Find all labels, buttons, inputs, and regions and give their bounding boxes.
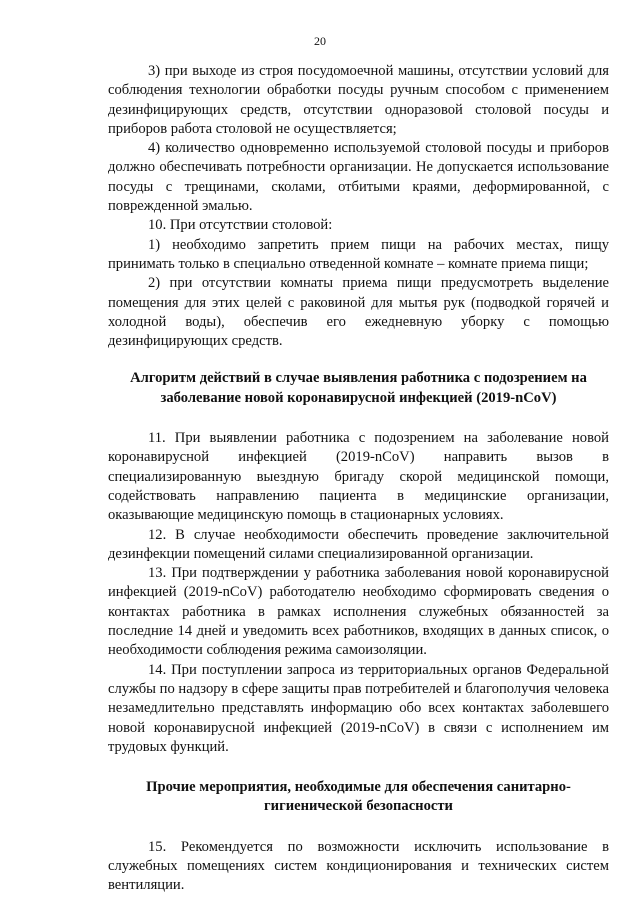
paragraph-item-10-2: 2) при отсутствии комнаты приема пищи предусмотреть выделение помещения для этих целей с раковиной для мытья рук (подводкой горячей и холодной воды), обеспечив его ежедневную уборку с помощью дезинфицирующих средств.	[108, 275, 609, 350]
paragraph-section-10: 10. При отсутствии столовой:	[148, 217, 333, 234]
paragraph-item-4: 4) количество одновременно используемой столовой посуды и приборов должно обеспечивать потребности организации. Не допускается использование посуды с трещинами, сколами, отбитыми краями, деформированной, с поврежденной эмалью.	[108, 140, 609, 215]
section-heading-other-measures: Прочие мероприятия, необходимые для обеспечения санитарно-гигиенической безопасности	[146, 779, 571, 815]
paragraph-section-11: 11. При выявлении работника с подозрением на заболевание новой коронавирусной инфекцией (2019-nCoV) направить вызов в специализированную выездную бригаду скорой медицинской помощи, содействовать направлению пациента в медицинские организации, оказывающие медицинскую помощь в стационарных условиях.	[108, 430, 609, 524]
paragraph-section-13: 13. При подтверждении у работника заболевания новой коронавирусной инфекцией (2019-nCoV) работодателю необходимо сформировать сведения о контактах работника в рамках исполнения служебных обязанностей за последние 14 дней и уведомить всех работников, входящих в данных список, о необходимости соблюдения режима самоизоляции.	[108, 565, 609, 659]
document-body	[108, 62, 609, 896]
paragraph-item-10-1: 1) необходимо запретить прием пищи на рабочих местах, пищу принимать только в специально отведенной комнате – комнате приема пищи;	[108, 236, 609, 272]
paragraph-item-3: 3) при выходе из строя посудомоечной машины, отсутствии условий для соблюдения технологии обработки посуды ручным способом с применением дезинфицирующих средств, отсутствии одноразовой столовой посуды и приборов работа столовой не осуществляется;	[108, 63, 609, 137]
page-number: 20	[314, 34, 326, 48]
paragraph-section-15: 15. Рекомендуется по возможности исключить использование в служебных помещениях систем кондиционирования и технических систем вентиляции.	[108, 838, 609, 894]
paragraph-section-14: 14. При поступлении запроса из территориальных органов Федеральной службы по надзору в сфере защиты прав потребителей и благополучия человека незамедлительно представлять информацию обо всех контактах заболевшего новой коронавирусной инфекцией (2019-nCoV) в связи с исполнением им трудовых функций.	[108, 661, 609, 755]
paragraph-section-12: 12. В случае необходимости обеспечить проведение заключительной дезинфекции помещений силами специализированной организации.	[108, 526, 609, 562]
section-heading-algorithm: Алгоритм действий в случае выявления работника с подозрением на заболевание новой коронавирусной инфекцией (2019-nCoV)	[130, 370, 587, 406]
